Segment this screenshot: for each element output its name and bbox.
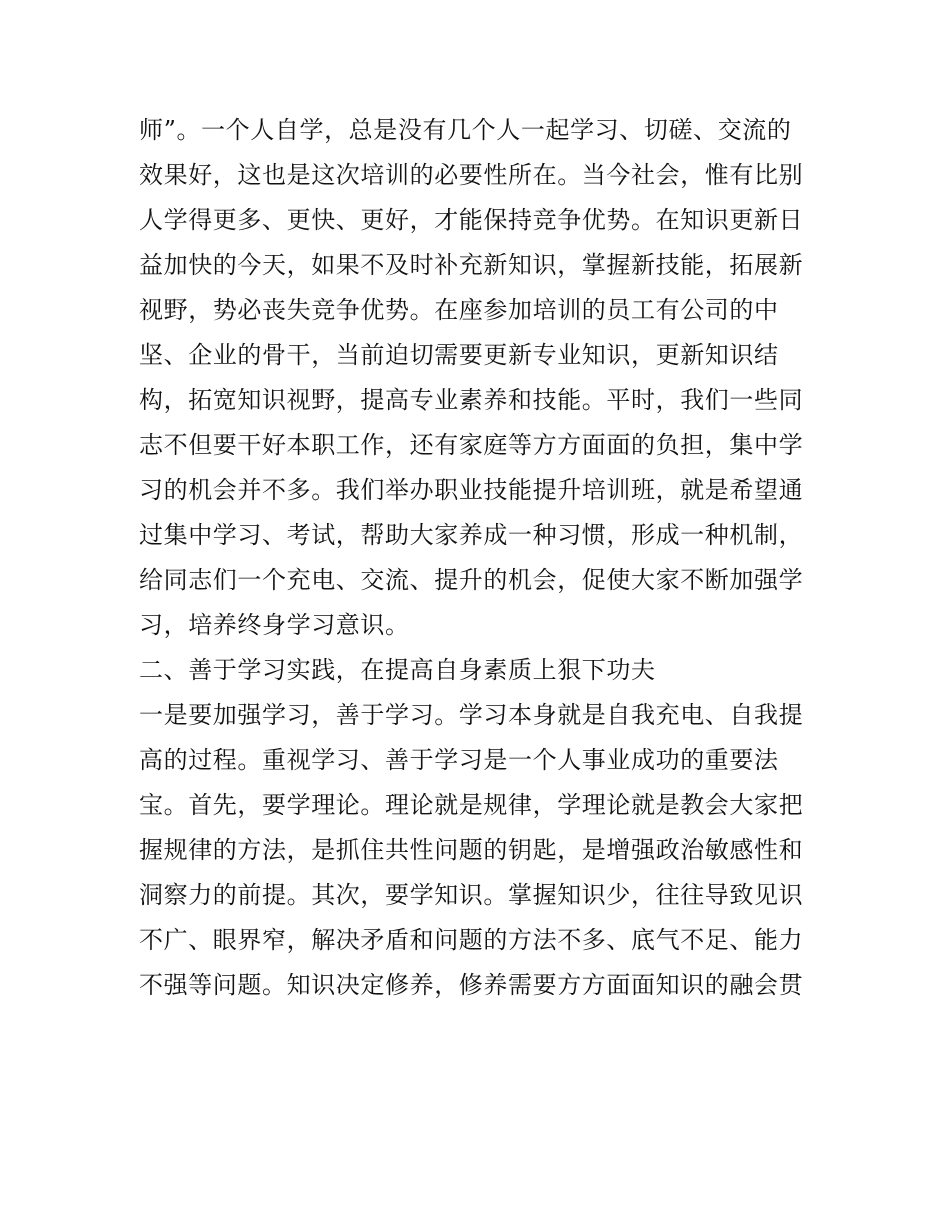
text-line: 握规律的方法，是抓住共性问题的钥匙，是增强政治敏感性和 <box>139 836 804 864</box>
text-line: 不广、眼界窄，解决矛盾和问题的方法不多、底气不足、能力 <box>139 926 804 954</box>
text-line: 构，拓宽知识视野，提高专业素养和技能。平时，我们一些同 <box>139 386 804 414</box>
text-line: 益加快的今天，如果不及时补充新知识，掌握新技能，拓展新 <box>139 251 804 279</box>
text-line: 效果好，这也是这次培训的必要性所在。当今社会，惟有比别 <box>139 161 804 189</box>
body-text <box>139 108 819 1008</box>
text-line: 宝。首先，要学理论。理论就是规律，学理论就是教会大家把 <box>139 791 804 819</box>
text-line: 给同志们一个充电、交流、提升的机会，促使大家不断加强学 <box>139 566 804 594</box>
text-line: 过集中学习、考试，帮助大家养成一种习惯，形成一种机制， <box>139 521 804 549</box>
text-line: 不强等问题。知识决定修养，修养需要方方面面知识的融会贯 <box>139 971 804 999</box>
text-line: 一是要加强学习，善于学习。学习本身就是自我充电、自我提 <box>139 701 804 729</box>
text-line: 习，培养终身学习意识。 <box>139 611 410 639</box>
text-line: 洞察力的前提。其次，要学知识。掌握知识少，往往导致见识 <box>139 881 804 909</box>
text-line: 志不但要干好本职工作，还有家庭等方方面面的负担，集中学 <box>139 431 804 459</box>
text-line: 人学得更多、更快、更好，才能保持竞争优势。在知识更新日 <box>139 206 804 234</box>
text-line: 师”。一个人自学，总是没有几个人一起学习、切磋、交流的 <box>139 116 792 144</box>
text-line: 习的机会并不多。我们举办职业技能提升培训班，就是希望通 <box>139 476 804 504</box>
text-line: 高的过程。重视学习、善于学习是一个人事业成功的重要法 <box>139 746 779 774</box>
text-line: 坚、企业的骨干，当前迫切需要更新专业知识，更新知识结 <box>139 341 779 369</box>
text-line: 视野，势必丧失竞争优势。在座参加培训的员工有公司的中 <box>139 296 779 324</box>
section-heading: 二、善于学习实践，在提高自身素质上狠下功夫 <box>139 656 656 684</box>
